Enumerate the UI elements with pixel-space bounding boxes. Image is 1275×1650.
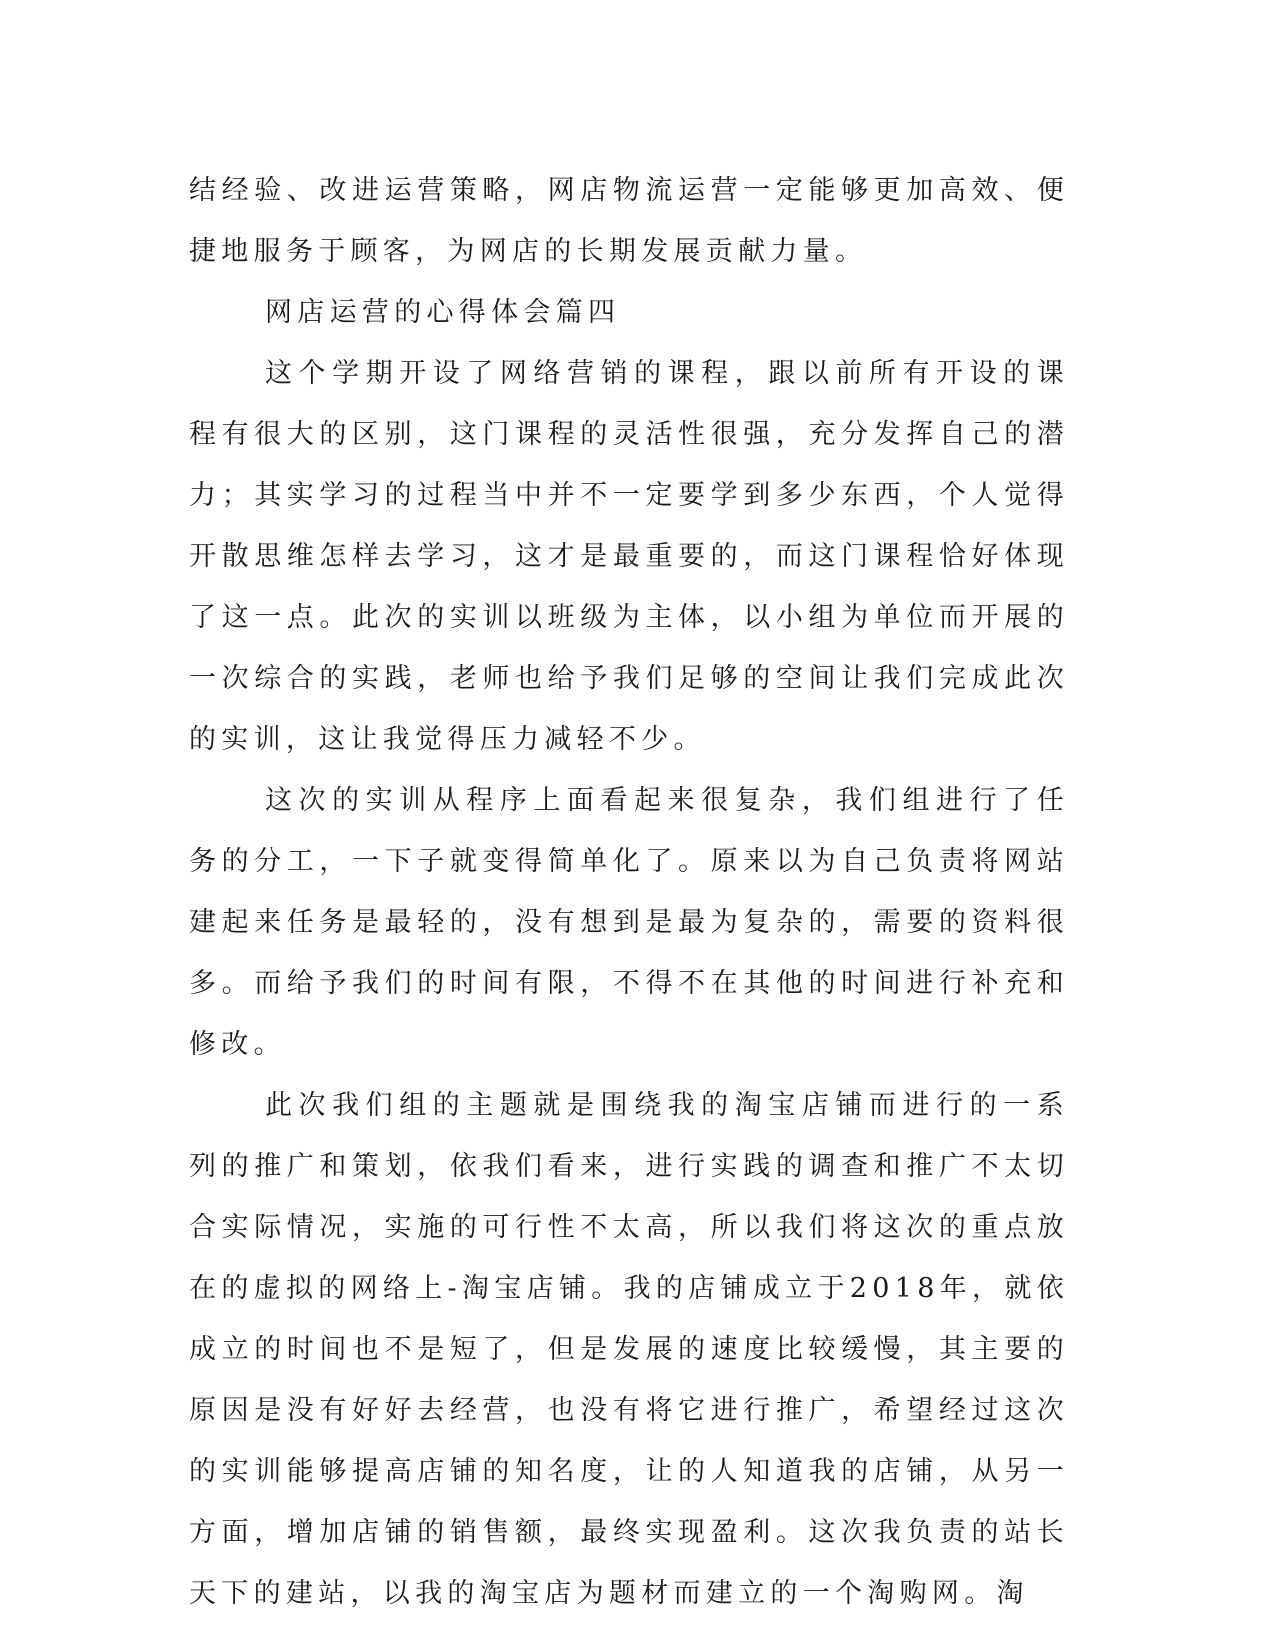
document-body (189, 160, 1069, 1624)
paragraph: 这次的实训从程序上面看起来很复杂，我们组进行了任务的分工，一下子就变得简单化了。原来以为自己负责将网站建起来任务是最轻的，没有想到是最为复杂的，需要的资料很多。而给予我们的时间有限，不得不在其他的时间进行补充和修改。 (189, 785, 1069, 1060)
paragraph: 这个学期开设了网络营销的课程，跟以前所有开设的课程有很大的区别，这门课程的灵活性很强，充分发挥自己的潜力；其实学习的过程当中并不一定要学到多少东西，个人觉得开散思维怎样去学习，这才是最重要的，而这门课程恰好体现了这一点。此次的实训以班级为主体，以小组为单位而开展的一次综合的实践，老师也给予我们足够的空间让我们完成此次的实训，这让我觉得压力减轻不少。 (189, 358, 1069, 755)
paragraph: 此次我们组的主题就是围绕我的淘宝店铺而进行的一系列的推广和策划，依我们看来，进行实践的调查和推广不太切合实际情况，实施的可行性不太高，所以我们将这次的重点放在的虚拟的网络上-淘宝店铺。我的店铺成立于2018年，就依成立的时间也不是短了，但是发展的速度比较缓慢，其主要的原因是没有好好去经营，也没有将它进行推广，希望经过这次的实训能够提高店铺的知名度，让的人知道我的店铺，从另一方面，增加店铺的销售额，最终实现盈利。这次我负责的站长天下的建站，以我的淘宝店为题材而建立的一个淘购网。淘 (189, 1090, 1069, 1609)
paragraph-continuation: 结经验、改进运营策略，网店物流运营一定能够更加高效、便捷地服务于顾客，为网店的长期发展贡献力量。 (189, 175, 1069, 267)
section-heading: 网店运营的心得体会篇四 (265, 297, 621, 328)
